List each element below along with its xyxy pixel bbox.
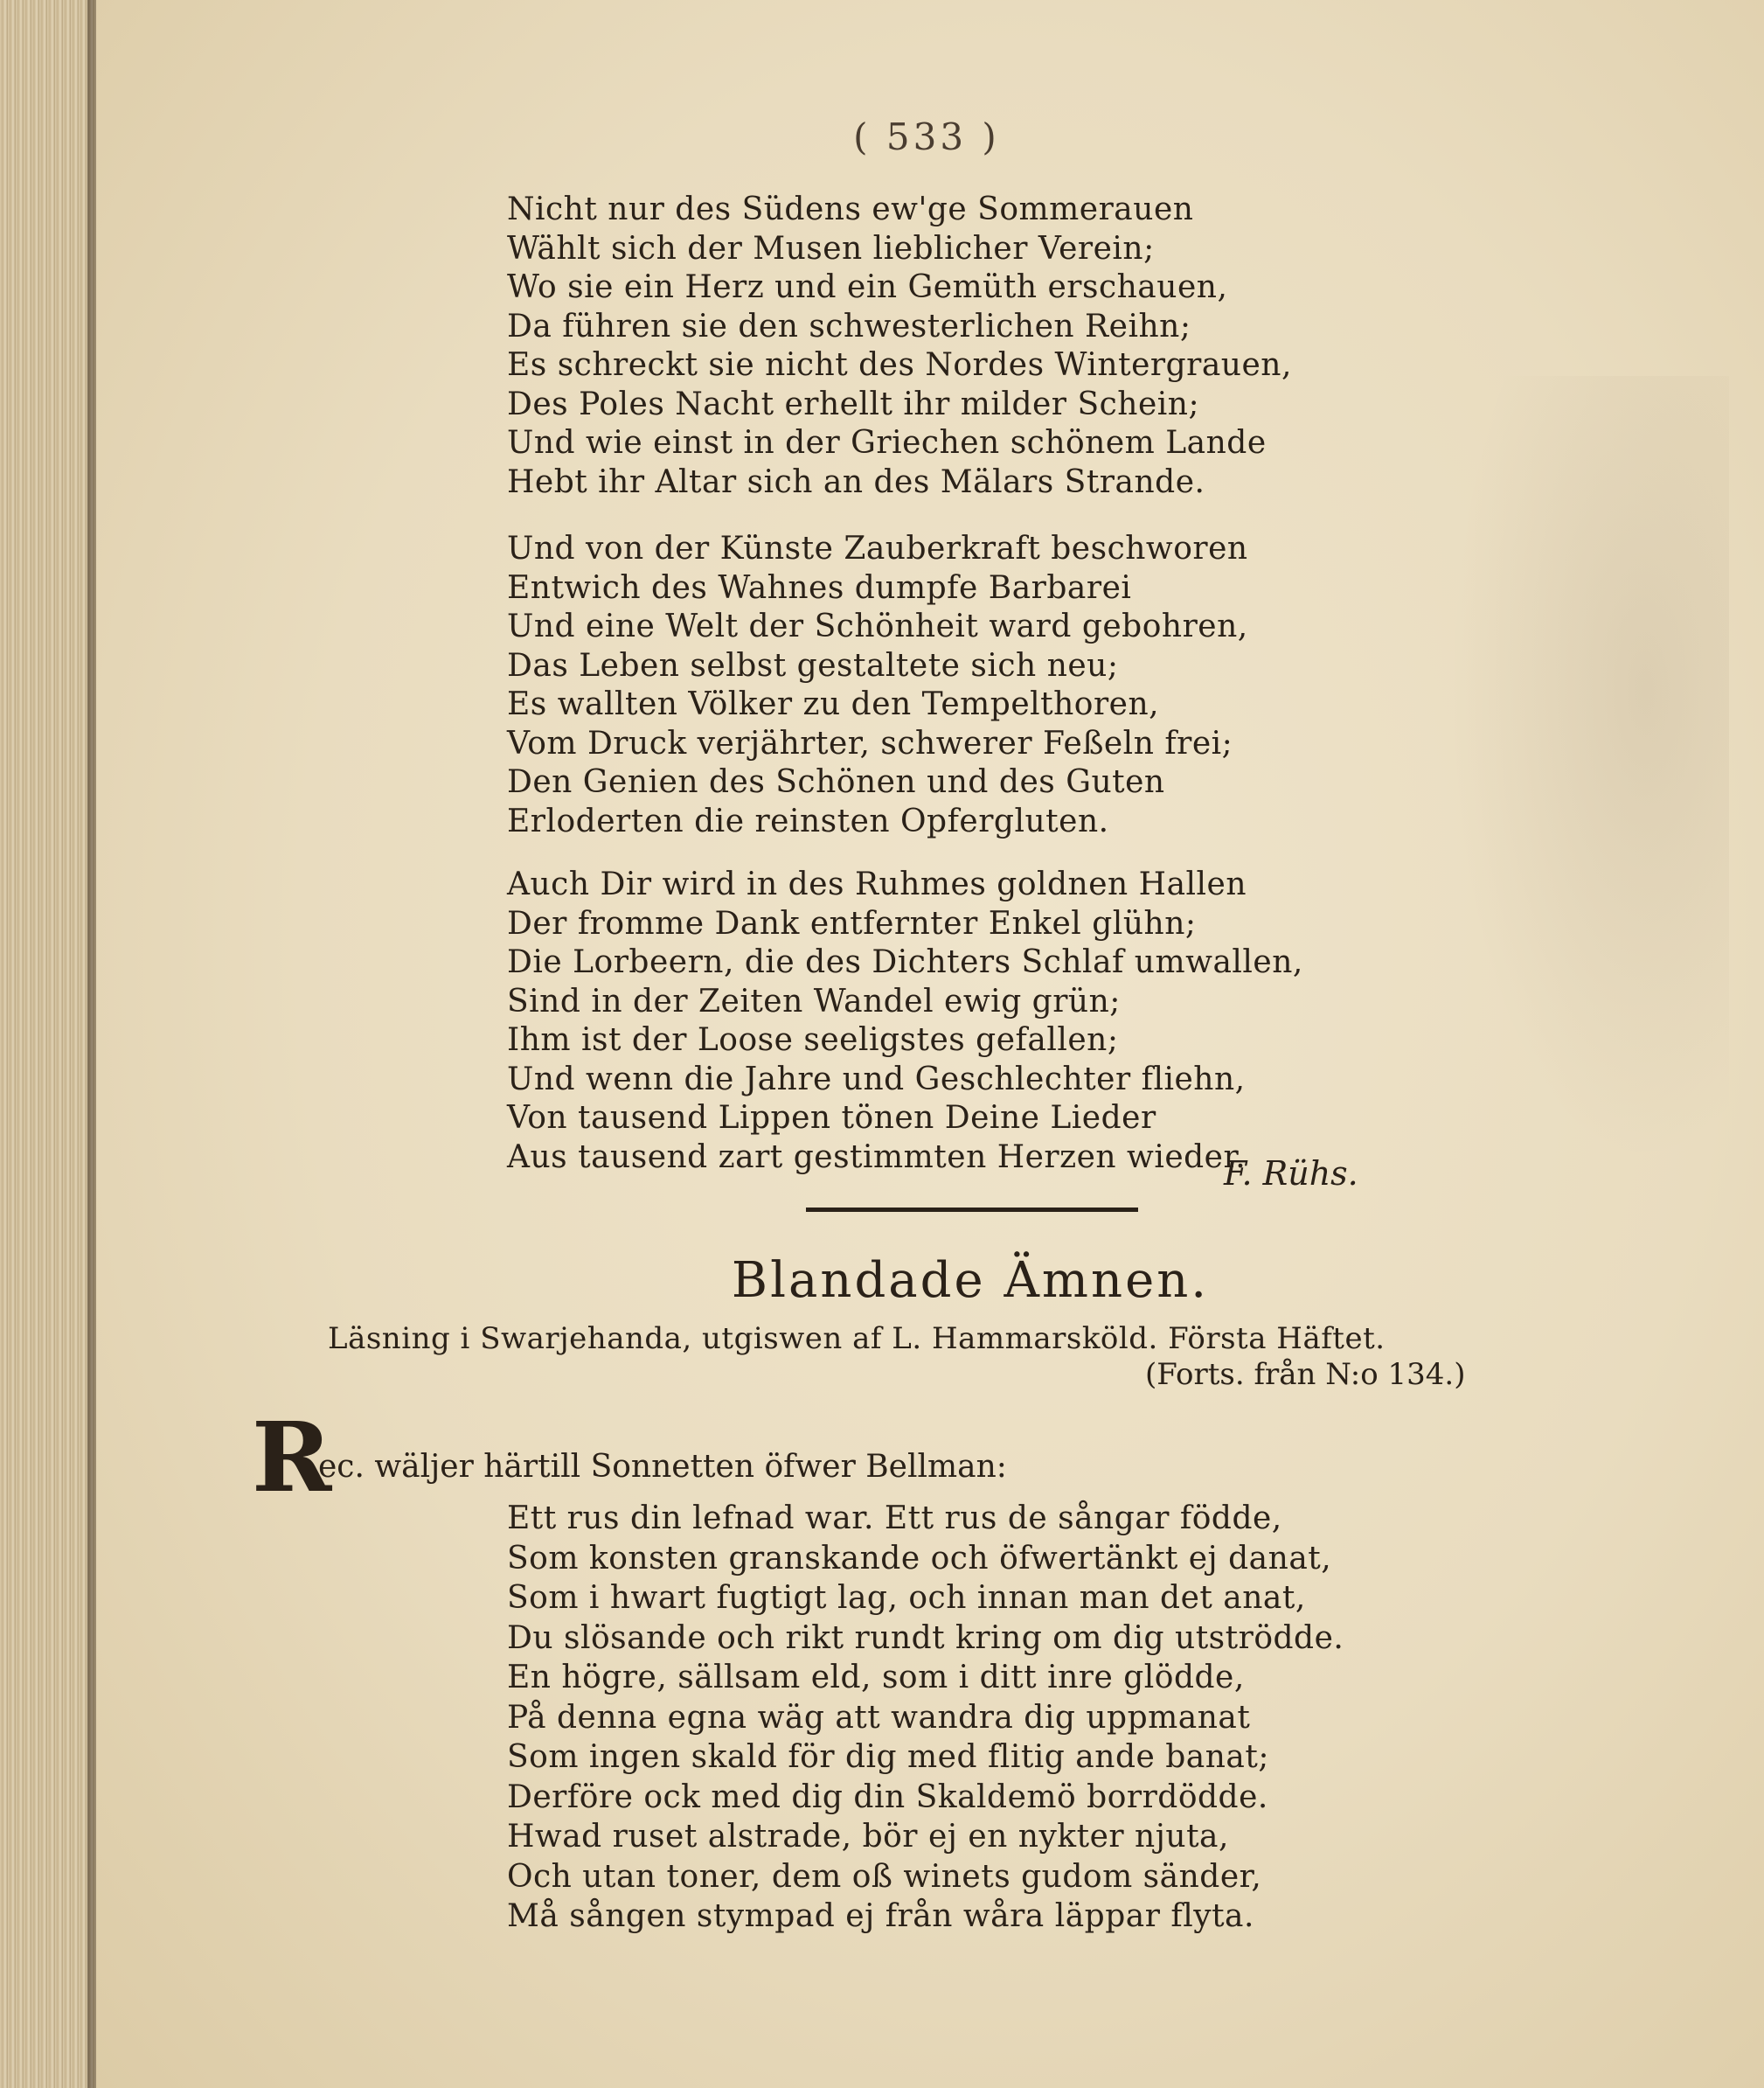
poem-line: Es wallten Völker zu den Tempelthoren, bbox=[507, 686, 1160, 722]
book-page-edges bbox=[0, 0, 96, 2088]
poem-line: Erloderten die reinsten Opfergluten. bbox=[507, 803, 1109, 839]
poem-line: Der fromme Dank entfernter Enkel glühn; bbox=[507, 905, 1197, 942]
poem-line: Entwich des Wahnes dumpfe Barbarei bbox=[507, 569, 1132, 606]
poem-line: Vom Druck verjährter, schwerer Feßeln frei; bbox=[507, 725, 1233, 762]
poem-line: Hebt ihr Altar sich an des Mälars Strande. bbox=[507, 463, 1205, 500]
poem-line: Und von der Künste Zauberkraft beschworen bbox=[507, 531, 1248, 567]
sonnet-line: Som i hwart fugtigt lag, och innan man det anat, bbox=[507, 1580, 1306, 1616]
section-heading: Blandade Ämnen. bbox=[731, 1252, 1210, 1309]
poem-line: Es schreckt sie nicht des Nordes Wintergrauen, bbox=[507, 347, 1292, 383]
sonnet bbox=[507, 1499, 1364, 1937]
poem-line: Und eine Welt der Schönheit ward gebohren, bbox=[507, 609, 1248, 644]
poem-line: Des Poles Nacht erhellt ihr milder Schein; bbox=[507, 386, 1200, 422]
poem-line: Ihm ist der Loose seeligstes gefallen; bbox=[507, 1022, 1119, 1058]
poem-line: Den Genien des Schönen und des Guten bbox=[507, 764, 1165, 800]
poem-line: Aus tausend zart gestimmten Herzen wieder. bbox=[507, 1138, 1247, 1175]
poem-line: Wählt sich der Musen lieblicher Verein; bbox=[507, 230, 1155, 267]
sonnet-line: Och utan toner, dem oß winets gudom sänder, bbox=[507, 1858, 1262, 1895]
poem-line: Nicht nur des Südens ew'ge Sommerauen bbox=[507, 191, 1194, 227]
sonnet-line: Hwad ruset alstrade, bör ej en nykter njuta, bbox=[507, 1819, 1229, 1855]
section-divider bbox=[806, 1208, 1138, 1212]
review-intro: ec. wäljer härtill Sonnetten öfwer Bellman: bbox=[318, 1449, 1007, 1485]
poem-line: Die Lorbeern, die des Dichters Schlaf umwallen, bbox=[507, 944, 1303, 980]
poem-line: Und wie einst in der Griechen schönem Lande bbox=[507, 425, 1267, 461]
poem-signature: F. Rühs. bbox=[1224, 1154, 1358, 1193]
sonnet-line: På denna egna wäg att wandra dig uppmanat bbox=[507, 1699, 1251, 1736]
poem-line: Auch Dir wird in des Ruhmes goldnen Hallen bbox=[507, 867, 1247, 902]
sonnet-line: Ett rus din lefnad war. Ett rus de sångar födde, bbox=[507, 1500, 1282, 1536]
review-title: Läsning i Swarjehanda, utgiswen af L. Hammarsköld. Första Häftet. bbox=[328, 1321, 1386, 1356]
sonnet-line: En högre, sällsam eld, som i ditt inre glödde, bbox=[507, 1660, 1245, 1695]
review-source: (Forts. från N:o 134.) bbox=[1145, 1357, 1466, 1392]
poem-stanza-3 bbox=[507, 866, 1364, 1177]
sonnet-line: Du slösande och rikt rundt kring om dig utströdde. bbox=[507, 1619, 1344, 1656]
sonnet-line: Må sången stympad ej från wåra läppar flyta. bbox=[507, 1898, 1254, 1934]
poem-line: Und wenn die Jahre und Geschlechter fliehn, bbox=[507, 1061, 1246, 1097]
drop-cap: R bbox=[252, 1401, 332, 1514]
poem-stanza-2 bbox=[507, 530, 1364, 841]
sonnet-line: Derföre ock med dig din Skaldemö borrdödde. bbox=[507, 1778, 1268, 1815]
page-number: ( 533 ) bbox=[853, 115, 1000, 158]
sonnet-line: Som konsten granskande och öfwertänkt ej danat, bbox=[507, 1540, 1332, 1576]
poem-line: Das Leben selbst gestaltete sich neu; bbox=[507, 647, 1119, 684]
poem-line: Da führen sie den schwesterlichen Reihn; bbox=[507, 308, 1191, 345]
sonnet-line: Som ingen skald för dig med flitig ande banat; bbox=[507, 1739, 1269, 1775]
poem-stanza-1 bbox=[507, 191, 1364, 502]
show-through-ink bbox=[1449, 376, 1729, 1163]
poem-line: Sind in der Zeiten Wandel ewig grün; bbox=[507, 983, 1121, 1020]
book-page bbox=[96, 0, 1764, 2088]
poem-line: Von tausend Lippen tönen Deine Lieder bbox=[507, 1100, 1156, 1136]
poem-line: Wo sie ein Herz und ein Gemüth erschauen, bbox=[507, 269, 1228, 305]
